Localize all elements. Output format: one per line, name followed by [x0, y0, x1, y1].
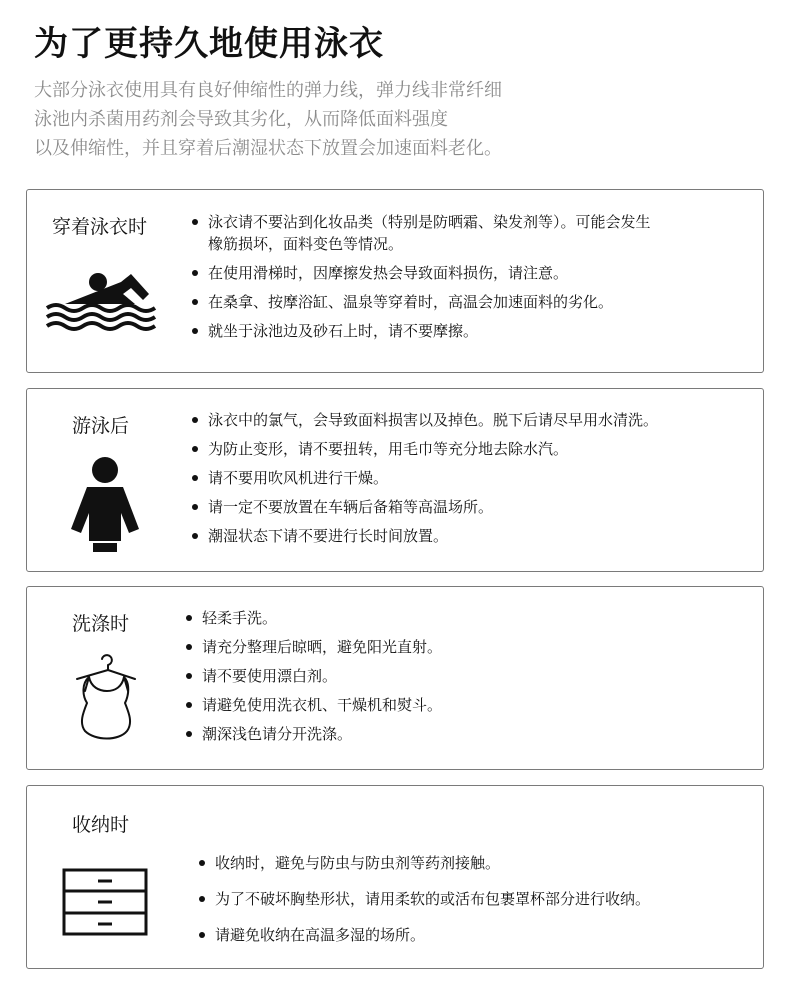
list-item: 泳衣中的氯气，会导致面料损害以及掉色。脱下后请尽早用水清洗。: [190, 409, 658, 431]
list-item: 请避免收纳在高温多湿的场所。: [197, 924, 650, 946]
list-item: 在桑拿、按摩浴缸、温泉等穿着时，高温会加速面料的劣化。: [190, 291, 651, 313]
intro-line: 大部分泳衣使用具有良好伸缩性的弹力线，弹力线非常纤细: [34, 80, 502, 101]
section-bullets: [190, 409, 658, 554]
swimsuit-hanger-icon: [71, 651, 141, 751]
section-title: 游泳后: [72, 415, 130, 437]
list-item: 请避免使用洗衣机、干燥机和熨斗。: [184, 694, 442, 716]
intro-line: 泳池内杀菌用药剂会导致其劣化，从而降低面料强度: [34, 109, 448, 130]
list-item: 为防止变形，请不要扭转，用毛巾等充分地去除水汽。: [190, 438, 658, 460]
intro-line: 以及伸缩性，并且穿着后潮湿状态下放置会加速面料老化。: [34, 138, 502, 159]
list-item-line: 泳衣请不要沾到化妆品类（特别是防晒霜、染发剂等）。可能会发生: [208, 213, 651, 231]
list-item: 潮湿状态下请不要进行长时间放置。: [190, 525, 658, 547]
section-storage: [26, 785, 764, 969]
list-item: 请不要使用漂白剂。: [184, 665, 442, 687]
section-title: 收纳时: [72, 814, 130, 836]
list-item: 为了不破坏胸垫形状，请用柔软的或活布包裹罩杯部分进行收纳。: [197, 888, 650, 910]
list-item: 潮深浅色请分开洗涤。: [184, 723, 442, 745]
list-item: 在使用滑梯时，因摩擦发热会导致面料损伤，请注意。: [190, 262, 651, 284]
drawer-icon: [62, 868, 148, 940]
section-washing: [26, 586, 764, 770]
section-title: 穿着泳衣时: [52, 216, 148, 238]
list-item: 轻柔手洗。: [184, 607, 442, 629]
section-after-swim: [26, 388, 764, 572]
section-bullets: [184, 607, 442, 752]
list-item: 请充分整理后晾晒，避免阳光直射。: [184, 636, 442, 658]
list-item-line: 橡筋损坏，面料变色等情况。: [208, 235, 404, 253]
list-item: 请一定不要放置在车辆后备箱等高温场所。: [190, 496, 658, 518]
list-item: [190, 211, 651, 255]
intro-paragraph: [34, 76, 502, 163]
swimmer-icon: [43, 270, 165, 336]
section-bullets: [190, 211, 651, 349]
section-bullets: [197, 852, 650, 953]
page-title: 为了更持久地使用泳衣: [34, 24, 384, 64]
list-item: 就坐于泳池边及砂石上时，请不要摩擦。: [190, 320, 651, 342]
section-wearing: [26, 189, 764, 373]
person-icon: [67, 455, 143, 559]
section-title: 洗涤时: [72, 613, 130, 635]
list-item: 收纳时，避免与防虫与防虫剂等药剂接触。: [197, 852, 650, 874]
list-item: 请不要用吹风机进行干燥。: [190, 467, 658, 489]
